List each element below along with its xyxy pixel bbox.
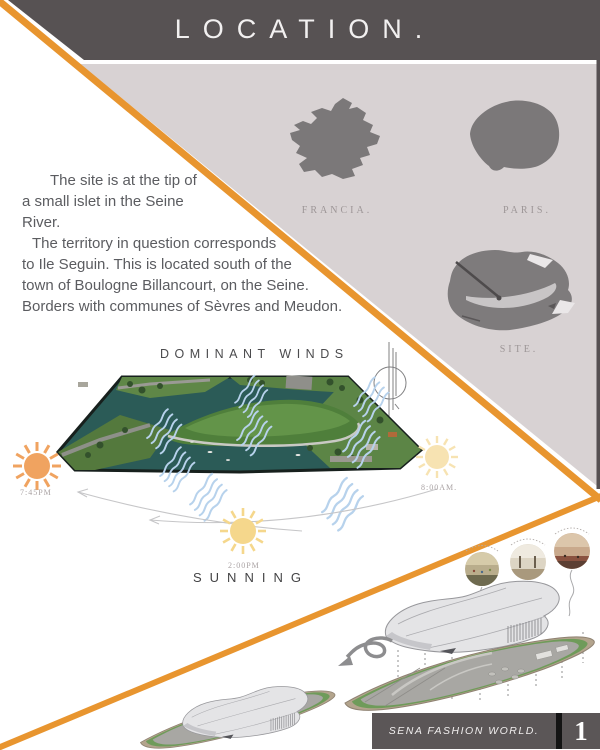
combined-building-site-model <box>140 687 334 749</box>
map-label-francia: FRANCIA. <box>301 205 373 216</box>
map-label-site: SITE. <box>499 344 539 355</box>
sun-path-arrows <box>78 489 437 531</box>
sun-afternoon-icon <box>220 508 266 554</box>
site-description-line: River. <box>22 214 61 231</box>
sun-time-afternoon: 2:00PM <box>228 561 260 570</box>
page-number: 1 <box>574 715 588 746</box>
sun-time-morning: 8:00AM. <box>421 483 458 492</box>
photo-callout-3 <box>554 528 590 616</box>
site-description-line: The site is at the tip of <box>50 172 197 189</box>
dominant-winds-title: DOMINANT WINDS <box>160 347 349 361</box>
site-description-line: to Ile Seguin. This is located south of the <box>22 256 292 273</box>
page-title: LOCATION. <box>174 14 436 44</box>
map-label-paris: PARIS. <box>503 205 551 216</box>
sun-evening-icon <box>13 442 61 490</box>
sun-time-evening: 7:45PM <box>20 488 52 497</box>
sunning-title: SUNNING <box>193 570 309 585</box>
sun-morning-icon <box>416 436 458 478</box>
project-name: SENA FASHION WORLD. <box>388 725 540 737</box>
site-description-line: Borders with communes of Sèvres and Meudon. <box>22 298 343 315</box>
site-description <box>22 170 362 317</box>
site-description-line: town of Boulogne Billancourt, on the Seine. <box>22 277 309 294</box>
footer-bar <box>372 713 600 749</box>
site-description-line: a small islet in the Seine <box>22 193 184 210</box>
spiral-arrow-icon <box>338 638 392 666</box>
site-description-line: The territory in question corresponds <box>32 235 277 252</box>
